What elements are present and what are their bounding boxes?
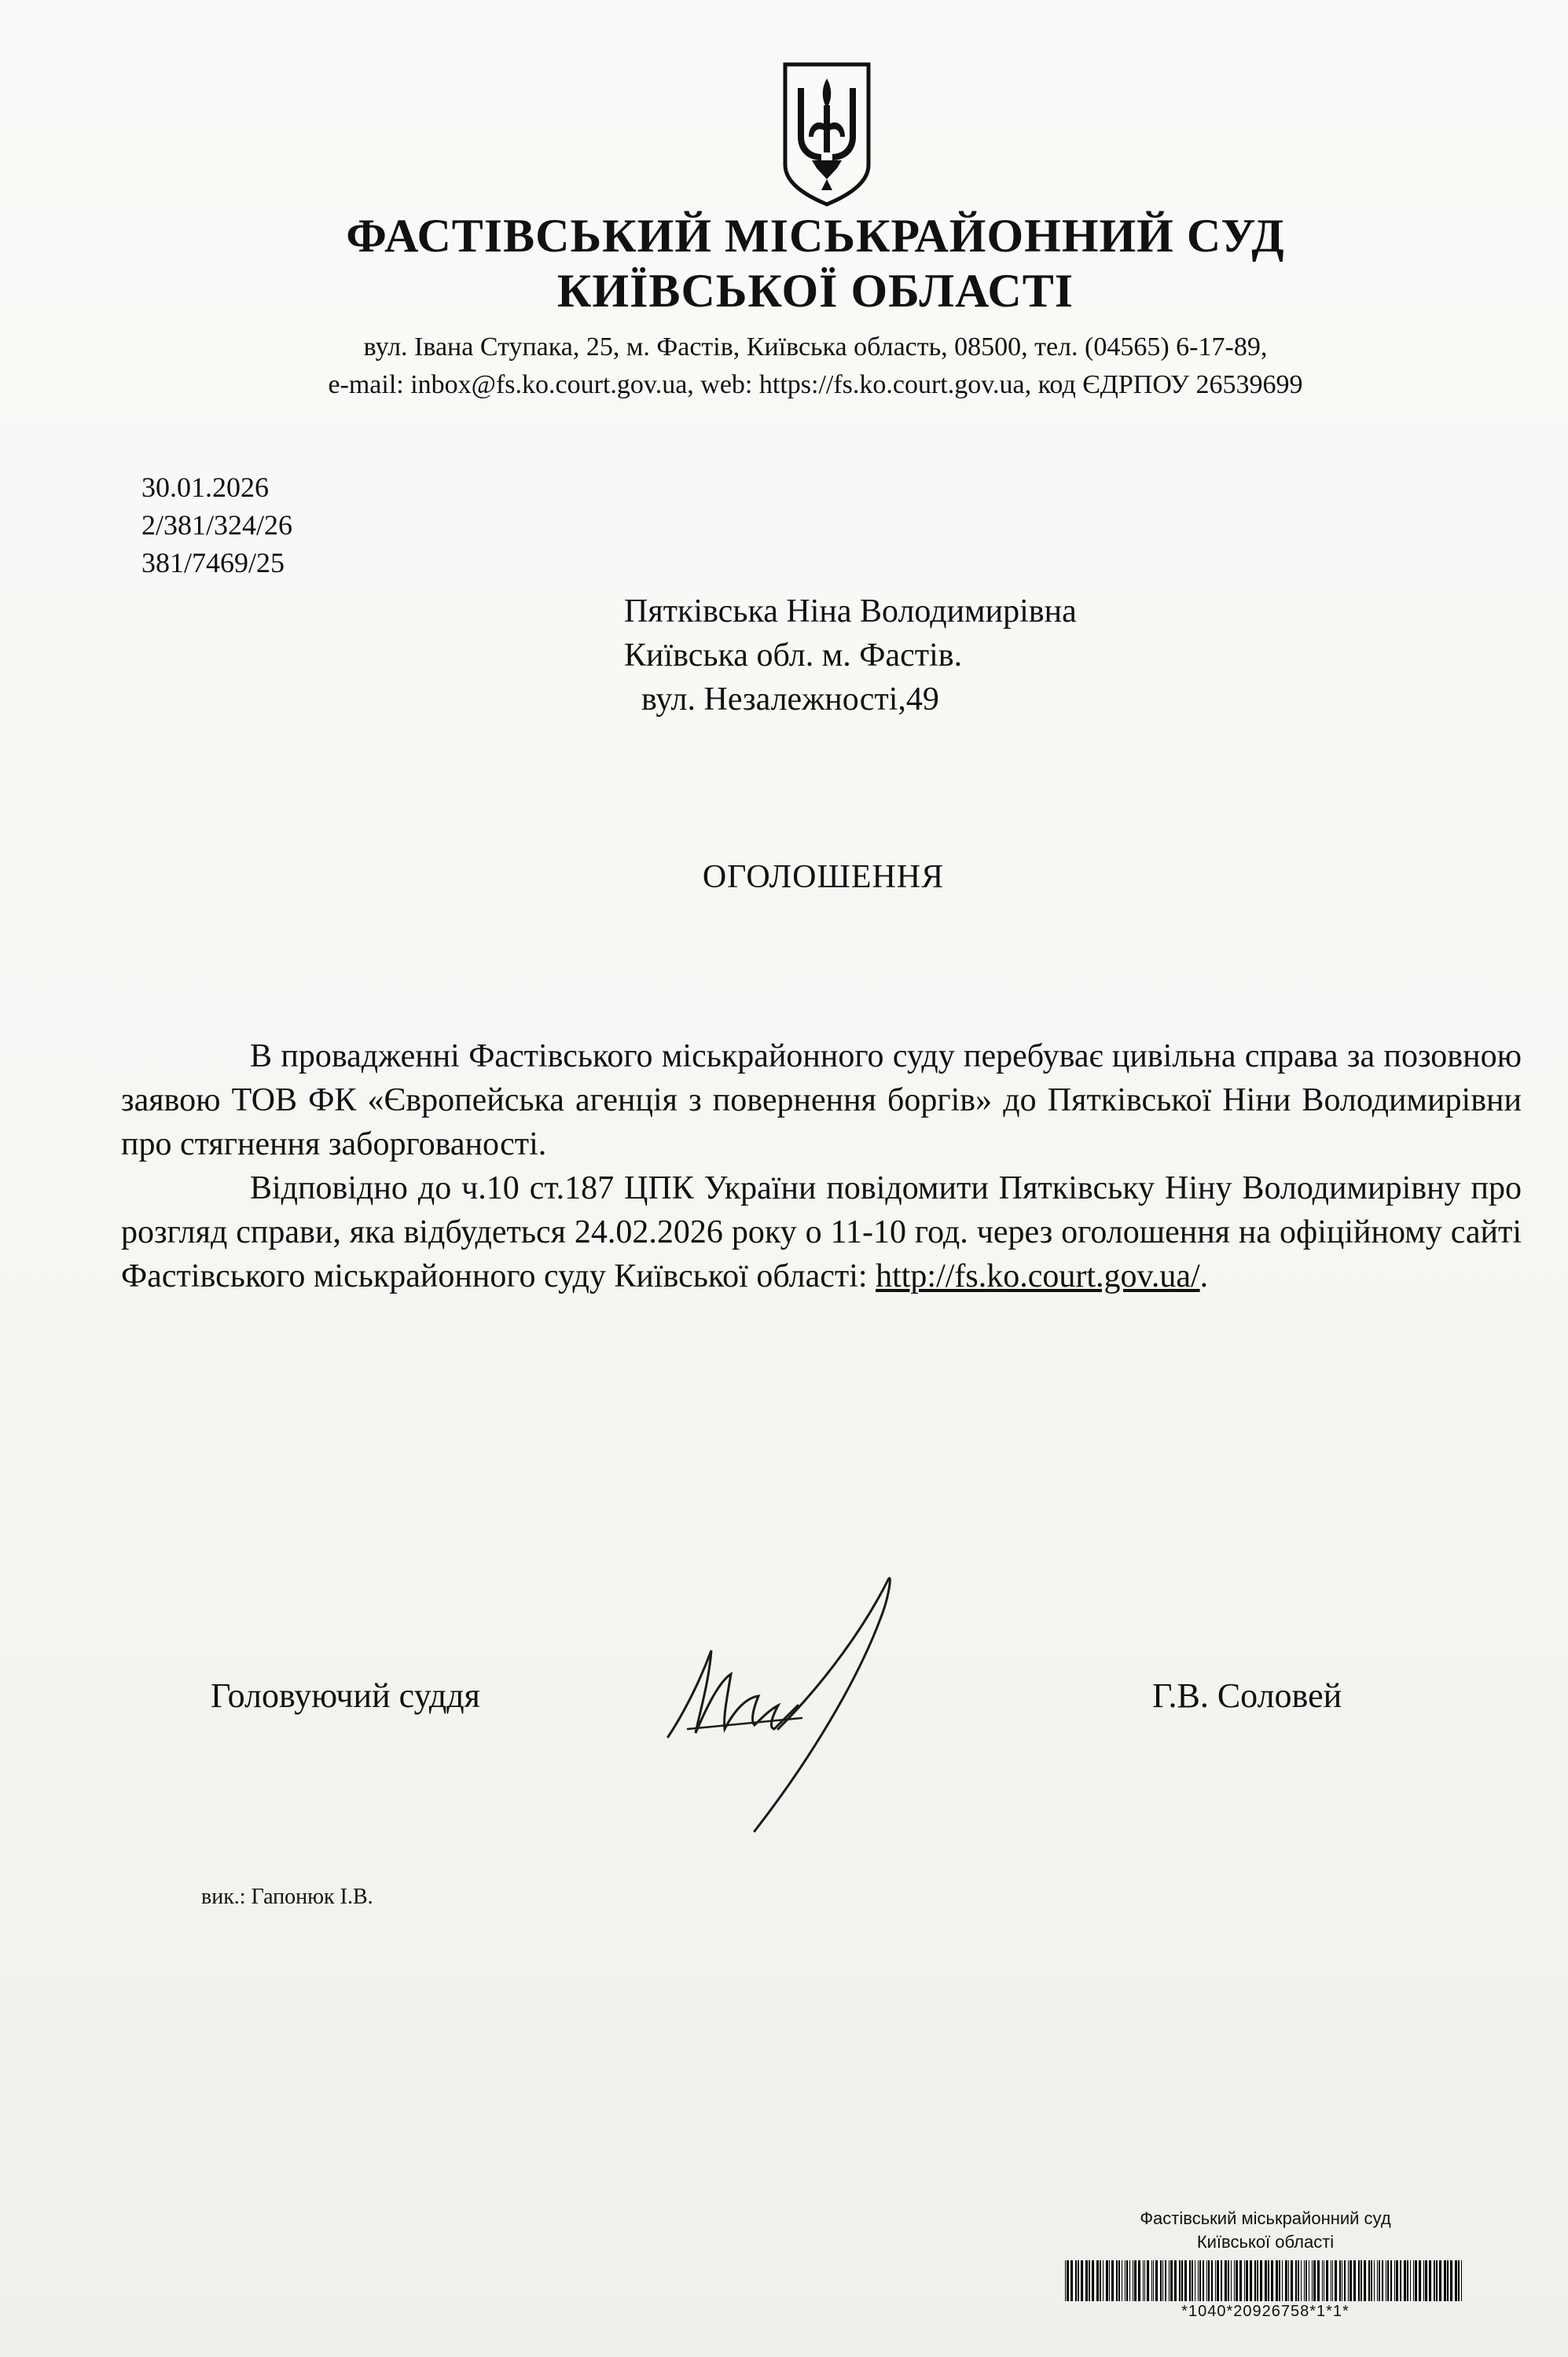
barcode-bar bbox=[1450, 2260, 1452, 2301]
document-title: ОГОЛОШЕННЯ bbox=[702, 859, 945, 895]
court-contacts: e-mail: inbox@fs.ko.court.gov.ua, web: https://fs.ko.court.gov.ua, код ЄДРПОУ 26539699 bbox=[328, 370, 1303, 399]
court-name-line1: ФАСТІВСЬКИЙ МІСЬКРАЙОННИЙ СУД bbox=[346, 210, 1285, 262]
barcode-bar bbox=[1396, 2260, 1398, 2301]
barcode-bar bbox=[1254, 2260, 1256, 2301]
barcode-bar bbox=[1305, 2260, 1307, 2301]
barcode-bar bbox=[1129, 2260, 1130, 2301]
barcode-bar bbox=[1198, 2260, 1199, 2301]
document-references bbox=[141, 468, 292, 582]
barcode-bar bbox=[1151, 2260, 1152, 2301]
court-name-line2: КИЇВСЬКОЇ ОБЛАСТІ bbox=[556, 265, 1074, 317]
barcode-bar bbox=[1419, 2260, 1421, 2301]
recipient-street: вул. Незалежності,49 bbox=[641, 681, 939, 718]
barcode-bar bbox=[1436, 2260, 1438, 2301]
barcode-bar bbox=[1234, 2260, 1235, 2301]
recipient-name: Пятківська Ніна Володимирівна bbox=[624, 593, 1077, 630]
barcode bbox=[1065, 2260, 1466, 2301]
barcode-bar bbox=[1387, 2260, 1389, 2301]
barcode-bar bbox=[1335, 2260, 1337, 2301]
barcode-bar bbox=[1313, 2260, 1316, 2301]
stamp-court-name: Фастівський міськрайонний суд bbox=[1140, 2208, 1391, 2228]
barcode-bar bbox=[1390, 2260, 1392, 2301]
barcode-bar bbox=[1179, 2260, 1181, 2301]
barcode-bar bbox=[1276, 2260, 1278, 2301]
barcode-bar bbox=[1291, 2260, 1293, 2301]
court-address: вул. Івана Ступака, 25, м. Фастів, Київська область, 08500, тел. (04565) 6-17-89, bbox=[363, 332, 1268, 362]
barcode-bar bbox=[1181, 2260, 1183, 2301]
barcode-bar bbox=[1394, 2260, 1395, 2301]
barcode-bar bbox=[1070, 2260, 1073, 2301]
barcode-bar bbox=[1339, 2260, 1341, 2301]
barcode-bar bbox=[1382, 2260, 1383, 2301]
body-paragraph-2-text: Відповідно до ч.10 ст.187 ЦПК України повідомити Пятківську Ніну Володимирівну про розгляд справи, яка відбудеться 24.02.2026 року о 11-10 год. через оголошення на офіційному сайті Фастівського міськрайонного суду Київської області: bbox=[121, 1170, 1522, 1294]
barcode-bar bbox=[1413, 2260, 1414, 2301]
barcode-bar bbox=[1246, 2260, 1248, 2301]
barcode-bar bbox=[1170, 2260, 1173, 2301]
barcode-bar bbox=[1184, 2260, 1187, 2301]
barcode-bar bbox=[1271, 2260, 1273, 2301]
barcode-bar bbox=[1461, 2260, 1462, 2301]
barcode-bar bbox=[1153, 2260, 1154, 2301]
barcode-number: *1040*20926758*1*1* bbox=[1181, 2303, 1350, 2320]
barcode-bar bbox=[1350, 2260, 1352, 2301]
barcode-bar bbox=[1455, 2260, 1457, 2301]
barcode-bar bbox=[1215, 2260, 1216, 2301]
barcode-bar bbox=[1326, 2260, 1328, 2301]
barcode-bar bbox=[1322, 2260, 1323, 2301]
registration-stamp bbox=[1030, 2207, 1501, 2321]
barcode-bar bbox=[1144, 2260, 1145, 2301]
case-number: 381/7469/25 bbox=[141, 547, 285, 578]
barcode-bar bbox=[1155, 2260, 1158, 2301]
barcode-bar bbox=[1434, 2260, 1435, 2301]
barcode-bar bbox=[1304, 2260, 1305, 2301]
barcode-bar bbox=[1100, 2260, 1101, 2301]
barcode-bar bbox=[1211, 2260, 1213, 2301]
barcode-bar bbox=[1111, 2260, 1114, 2301]
recipient-block bbox=[624, 589, 1077, 721]
barcode-bar bbox=[1407, 2260, 1408, 2301]
barcode-bar bbox=[1257, 2260, 1258, 2301]
barcode-bar bbox=[1174, 2260, 1177, 2301]
barcode-bar bbox=[1206, 2260, 1207, 2301]
barcode-bar bbox=[1169, 2260, 1170, 2301]
handwritten-signature bbox=[652, 1564, 967, 1839]
barcode-bar bbox=[1295, 2260, 1297, 2301]
barcode-bar bbox=[1096, 2260, 1099, 2301]
barcode-bar bbox=[1221, 2260, 1222, 2301]
barcode-bar bbox=[1312, 2260, 1313, 2301]
barcode-bar bbox=[1317, 2260, 1320, 2301]
barcode-bar bbox=[1301, 2260, 1302, 2301]
barcode-bar bbox=[1189, 2260, 1191, 2301]
barcode-bar bbox=[1250, 2260, 1252, 2301]
barcode-bar bbox=[1371, 2260, 1372, 2301]
outgoing-number: 2/381/324/26 bbox=[141, 509, 293, 541]
barcode-bar bbox=[1268, 2260, 1269, 2301]
barcode-bar bbox=[1439, 2260, 1441, 2301]
barcode-bar bbox=[1285, 2260, 1287, 2301]
barcode-bar bbox=[1143, 2260, 1144, 2301]
barcode-bar bbox=[1429, 2260, 1431, 2301]
barcode-bar bbox=[1236, 2260, 1238, 2301]
barcode-bar bbox=[1203, 2260, 1204, 2301]
body-paragraph-1: В провадженні Фастівського міськрайонного суду перебуває цивільна справа за позовною заявою ТОВ ФК «Європейська агенція з повернення боргів» до Пятківської Ніни Володимирівни про стягнення заборгованості. bbox=[121, 1038, 1522, 1162]
barcode-bar bbox=[1444, 2260, 1446, 2301]
barcode-bar bbox=[1067, 2260, 1069, 2301]
barcode-bar bbox=[1364, 2260, 1366, 2301]
barcode-bar bbox=[1081, 2260, 1083, 2301]
barcode-bar bbox=[1138, 2260, 1140, 2301]
barcode-bar bbox=[1288, 2260, 1289, 2301]
barcode-bar bbox=[1165, 2260, 1166, 2301]
barcode-bar bbox=[1225, 2260, 1227, 2301]
barcode-bar bbox=[1065, 2260, 1066, 2301]
barcode-bar bbox=[1348, 2260, 1349, 2301]
barcode-bar bbox=[1244, 2260, 1245, 2301]
barcode-bar bbox=[1162, 2260, 1163, 2301]
barcode-bar bbox=[1260, 2260, 1262, 2301]
barcode-bar bbox=[1106, 2260, 1108, 2301]
barcode-bar bbox=[1377, 2260, 1378, 2301]
barcode-bar bbox=[1425, 2260, 1427, 2301]
barcode-bar bbox=[1126, 2260, 1128, 2301]
barcode-bar bbox=[1332, 2260, 1333, 2301]
executor-note: вик.: Гапонюк І.В. bbox=[201, 1885, 373, 1909]
barcode-bar bbox=[1217, 2260, 1219, 2301]
announcement-body bbox=[121, 1034, 1522, 1298]
barcode-bar bbox=[1125, 2260, 1126, 2301]
barcode-bar bbox=[1404, 2260, 1406, 2301]
barcode-bar bbox=[1447, 2260, 1449, 2301]
barcode-bar bbox=[1358, 2260, 1360, 2301]
barcode-bar bbox=[1228, 2260, 1229, 2301]
barcode-bar bbox=[1118, 2260, 1120, 2301]
barcode-bar bbox=[1134, 2260, 1137, 2301]
barcode-bar bbox=[1265, 2260, 1267, 2301]
stamp-region: Київської області bbox=[1196, 2232, 1335, 2252]
barcode-bar bbox=[1075, 2260, 1077, 2301]
barcode-bar bbox=[1282, 2260, 1283, 2301]
barcode-bar bbox=[1089, 2260, 1090, 2301]
barcode-bar bbox=[1458, 2260, 1460, 2301]
barcode-bar bbox=[1368, 2260, 1370, 2301]
document-date: 30.01.2026 bbox=[141, 472, 269, 503]
court-website-link[interactable]: http://fs.ko.court.gov.ua/ bbox=[876, 1258, 1200, 1294]
judge-name: Г.В. Соловей bbox=[1152, 1676, 1342, 1715]
barcode-bar bbox=[1353, 2260, 1356, 2301]
barcode-bar bbox=[1423, 2260, 1424, 2301]
barcode-bar bbox=[1279, 2260, 1280, 2301]
barcode-bar bbox=[1085, 2260, 1088, 2301]
barcode-bar bbox=[1116, 2260, 1118, 2301]
barcode-bar bbox=[1231, 2260, 1232, 2301]
trident-emblem-icon bbox=[780, 61, 873, 207]
barcode-bar bbox=[1415, 2260, 1417, 2301]
barcode-bar bbox=[1078, 2260, 1079, 2301]
barcode-bar bbox=[1400, 2260, 1401, 2301]
barcode-bar bbox=[1147, 2260, 1149, 2301]
barcode-bar bbox=[1410, 2260, 1411, 2301]
barcode-bar bbox=[1374, 2260, 1375, 2301]
judge-role: Головуючий суддя bbox=[211, 1676, 480, 1715]
barcode-bar bbox=[1092, 2260, 1094, 2301]
barcode-bar bbox=[1109, 2260, 1110, 2301]
recipient-city: Київська обл. м. Фастів. bbox=[624, 637, 963, 674]
barcode-bar bbox=[1239, 2260, 1242, 2301]
barcode-bar bbox=[1298, 2260, 1299, 2301]
barcode-bar bbox=[1192, 2260, 1193, 2301]
body-paragraph-2-end: . bbox=[1199, 1258, 1209, 1294]
barcode-bar bbox=[1379, 2260, 1380, 2301]
barcode-bar bbox=[1361, 2260, 1362, 2301]
barcode-bar bbox=[1208, 2260, 1210, 2301]
body-paragraph-2 bbox=[121, 1166, 1522, 1298]
barcode-bar bbox=[1199, 2260, 1201, 2301]
barcode-bar bbox=[1160, 2260, 1162, 2301]
barcode-bar bbox=[1344, 2260, 1346, 2301]
